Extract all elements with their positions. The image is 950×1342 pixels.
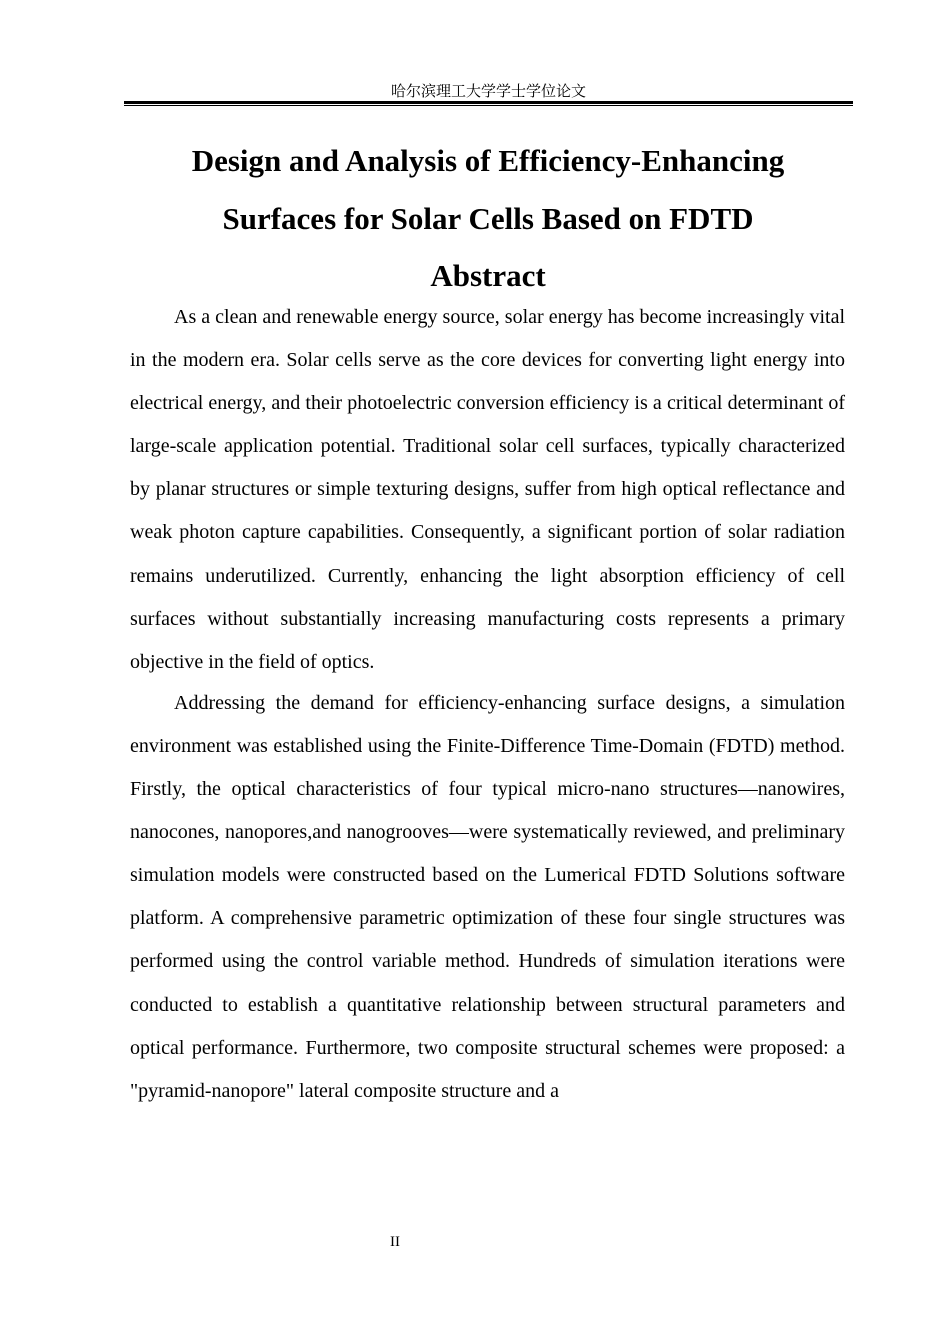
thesis-title bbox=[130, 132, 846, 248]
running-header: 哈尔滨理工大学学士学位论文 bbox=[390, 82, 586, 100]
thesis-title-line-2: Surfaces for Solar Cells Based on FDTD bbox=[222, 201, 754, 236]
header-rule-thick bbox=[124, 101, 853, 104]
abstract-paragraph-1: As a clean and renewable energy source, solar energy has become increasingly vital in the modern era. Solar cells serve as the core devices for converting light energy into electrical energy, and their photoelectric conversion efficiency is a critical determinant of large-scale application potential. Traditional solar cell surfaces, typically characterized by planar structures or simple texturing designs, suffer from high optical reflectance and weak photon capture capabilities. Consequently, a significant portion of solar radiation remains underutilized. Currently, enhancing the light absorption efficiency of cell surfaces without substantially increasing manufacturing costs represents a primary objective in the field of optics. bbox=[130, 306, 845, 673]
abstract-paragraph-2: Addressing the demand for efficiency-enhancing surface designs, a simulation environment was established using the Finite-Difference Time-Domain (FDTD) method. Firstly, the optical characteristics of four typical micro-nano structures—nanowires, nanocones, nanopores,and nanogrooves—were systematically reviewed, and preliminary simulation models were constructed based on the Lumerical FDTD Solutions software platform. A comprehensive parametric optimization of these four single structures was performed using the control variable method. Hundreds of simulation iterations were conducted to establish a quantitative relationship between structural parameters and optical performance. Furthermore, two composite structural schemes were proposed: a "pyramid-nanopore" lateral composite structure and a bbox=[130, 691, 845, 1102]
page-number: II bbox=[390, 1234, 400, 1250]
abstract-heading: Abstract bbox=[430, 258, 546, 293]
thesis-title-line-1: Design and Analysis of Efficiency-Enhancing bbox=[191, 143, 785, 178]
header-rule-thin bbox=[124, 105, 853, 106]
abstract-body bbox=[130, 296, 845, 1111]
